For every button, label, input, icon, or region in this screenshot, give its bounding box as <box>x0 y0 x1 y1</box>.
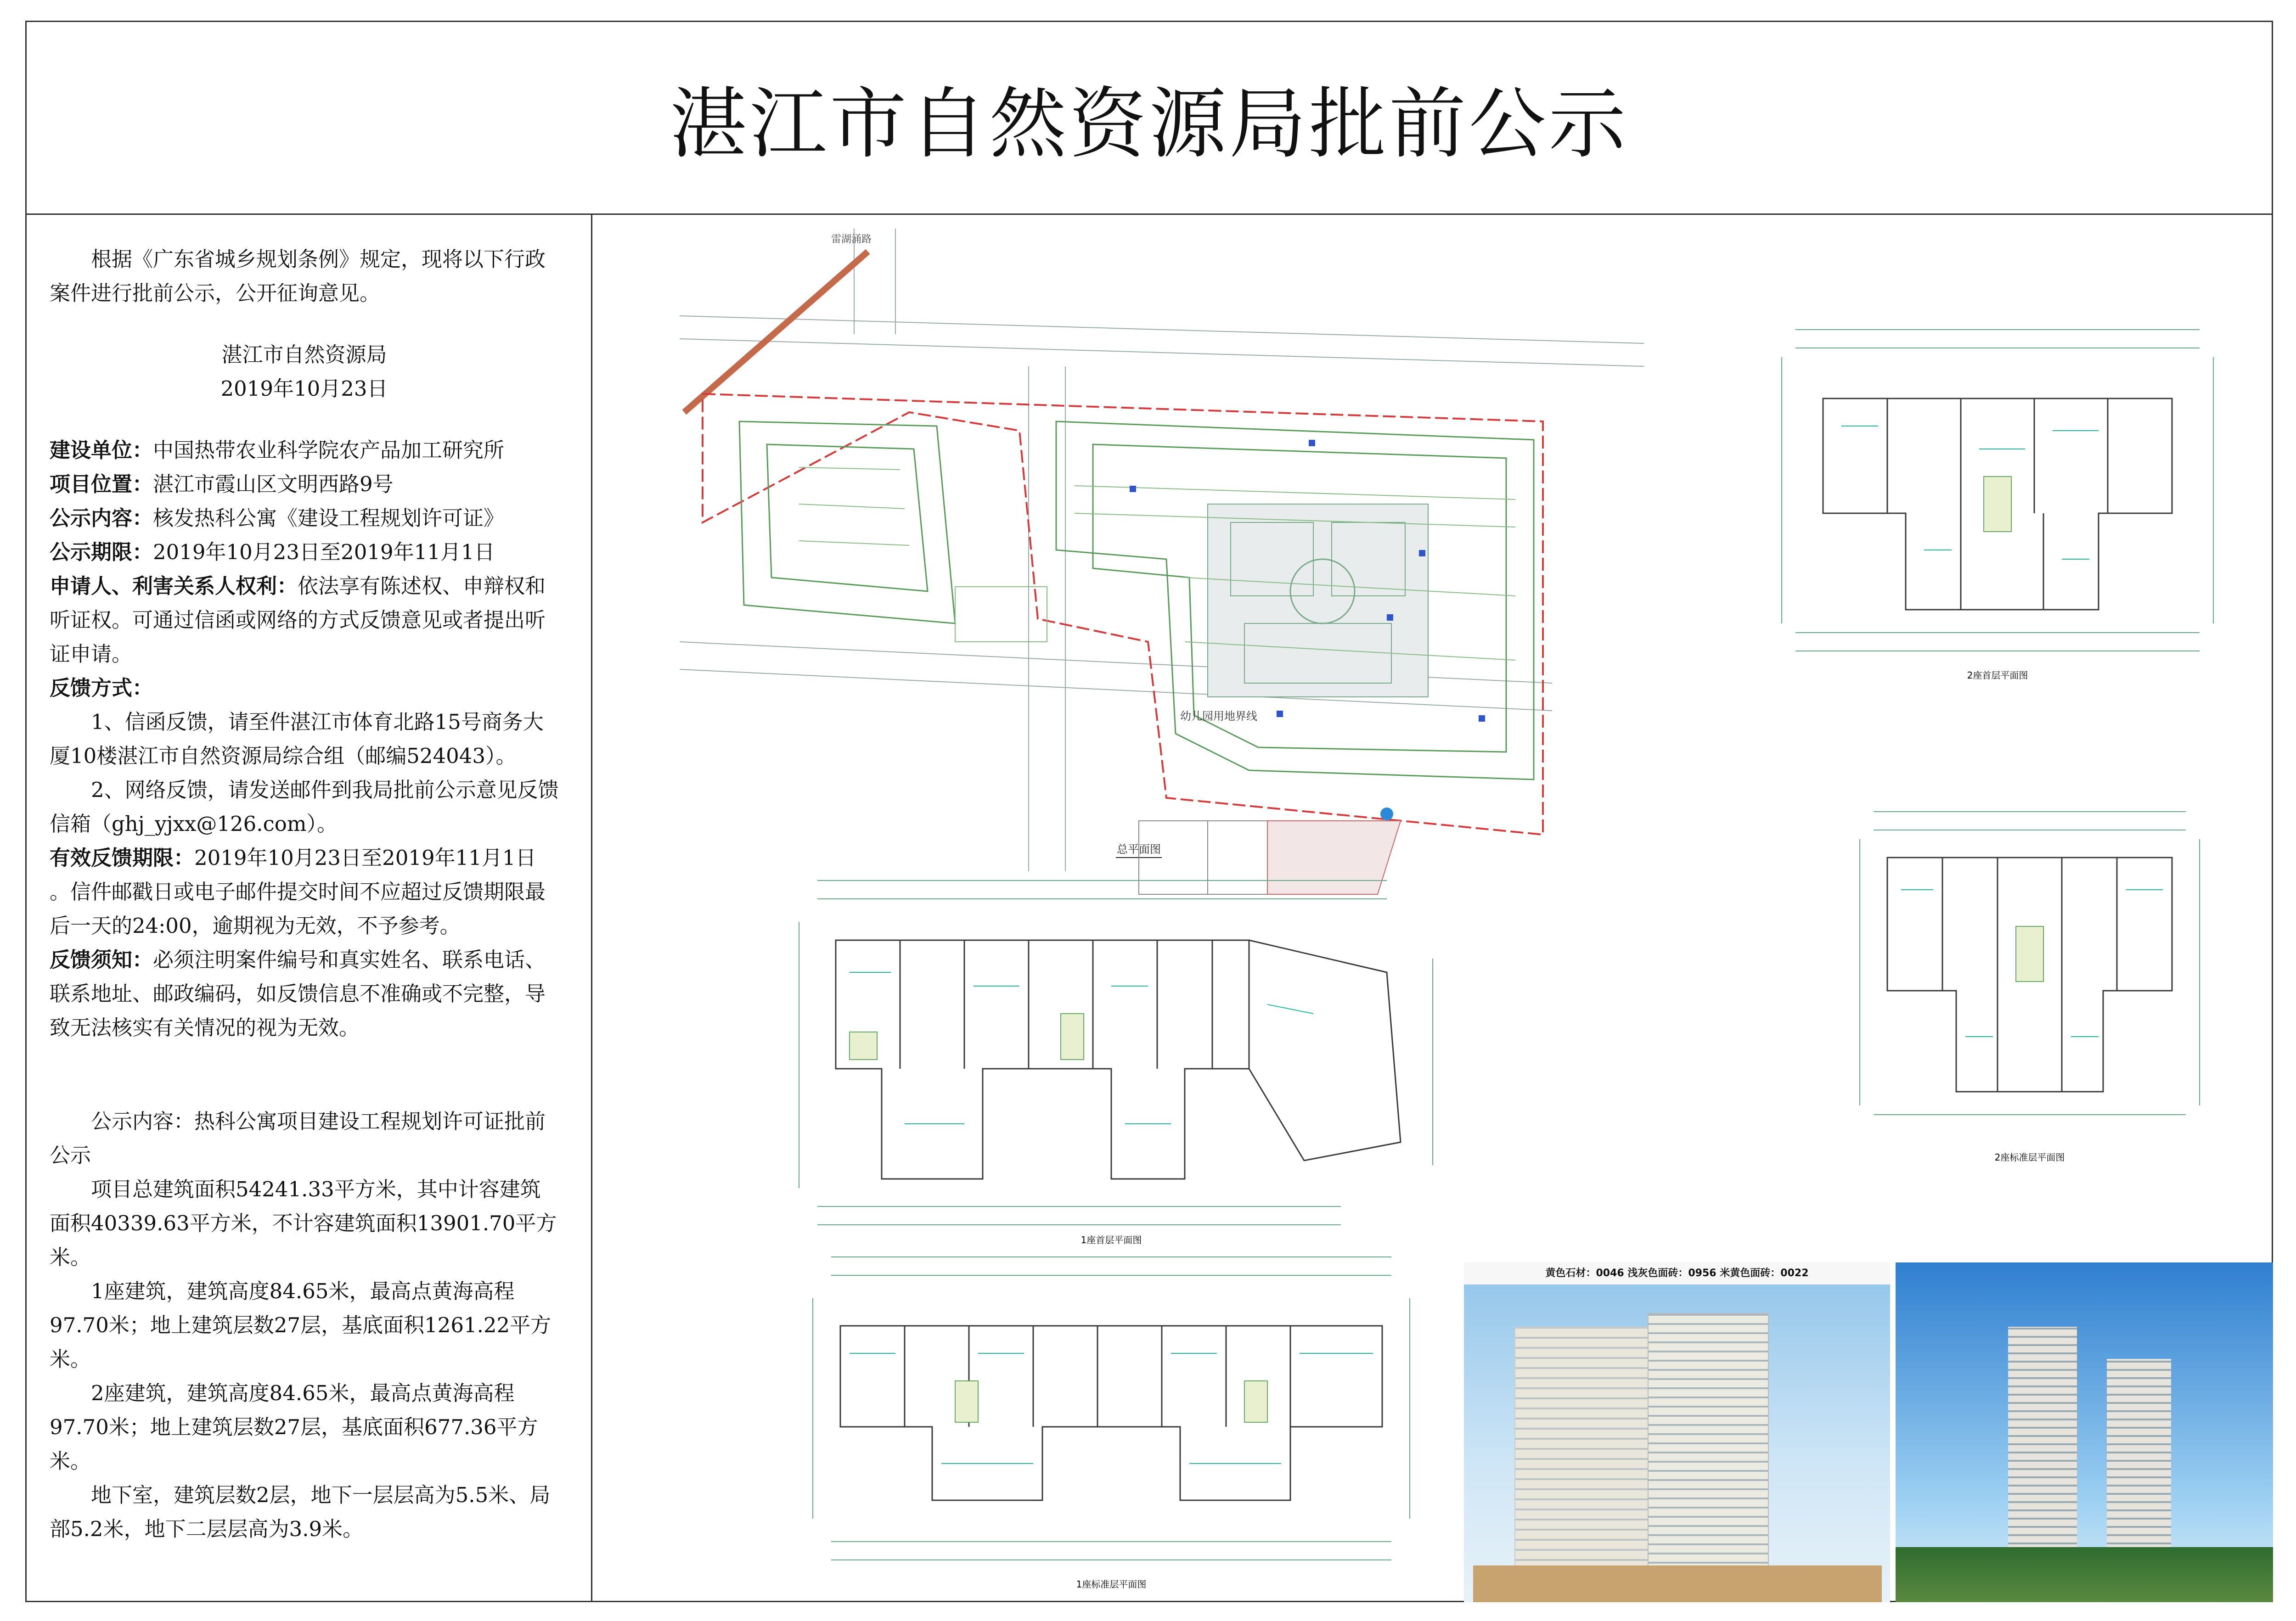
b2-ground-caption: 2座首层平面图 <box>1967 670 2028 681</box>
road-label: 雷湖涌路 <box>831 234 872 245</box>
valid-note: 。信件邮戳日或电子邮件提交时间不应超过反馈期限最后一天的24:00，逾期视为无效，不予参考。 <box>50 880 546 938</box>
field-notice-content: 公示内容：核发热科公寓《建设工程规划许可证》 <box>50 506 505 530</box>
b1-standard-caption: 1座标准层平面图 <box>1076 1579 1147 1590</box>
field-construction-unit: 建设单位：中国热带农业科学院农产品加工研究所 <box>50 438 505 462</box>
facade-render <box>1464 1262 1890 1602</box>
field-notice-period: 公示期限：2019年10月23日至2019年11月1日 <box>50 540 495 564</box>
field-rights: 申请人、利害关系人权利：依法享有陈述权、申辩权和听证权。可通过信函或网络的方式反馈意见或者提出听证申请。 <box>50 574 546 666</box>
feedback-notice: 反馈须知：必须注明案件编号和真实姓名、联系电话、联系地址、邮政编码，如反馈信息不准确或不完整，导致无法核实有关情况的视为无效。 <box>50 948 546 1040</box>
building2-standard-floor-plan <box>1846 798 2213 1174</box>
perspective-tower-1 <box>2008 1327 2077 1584</box>
drawings-panel <box>592 215 2273 1602</box>
title-row <box>27 22 2272 215</box>
issue-date: 2019年10月23日 <box>220 376 388 401</box>
perspective-render <box>1896 1262 2273 1602</box>
summary-building-2: 2座建筑，建筑高度84.65米，最高点黄海高程97.70米；地上建筑层数27层，基底面积677.36平方米。 <box>50 1381 538 1473</box>
material-legend: 黄色石材：0046 浅灰色面砖：0956 米黄色面砖：0022 <box>1464 1262 1890 1284</box>
summary-basement: 地下室，建筑层数2层，地下一层层高为5.5米、局部5.2米，地下二层层高为3.9米。 <box>50 1483 551 1541</box>
trees <box>1896 1547 2273 1602</box>
summary-title: 公示内容：热科公寓项目建设工程规划许可证批前公示 <box>50 1109 546 1167</box>
issuer: 湛江市自然资源局 <box>221 342 387 367</box>
b2-standard-caption: 2座标准层平面图 <box>1994 1152 2065 1163</box>
feedback-label: 反馈方式： <box>50 676 153 700</box>
intro-text: 根据《广东省城乡规划条例》规定，现将以下行政案件进行批前公示，公开征询意见。 <box>50 247 546 305</box>
podium <box>1473 1565 1882 1602</box>
feedback-email: 2、网络反馈，请发送邮件到我局批前公示意见反馈信箱（ghj_yjxx@126.com）。 <box>50 778 559 836</box>
field-project-location: 项目位置：湛江市霞山区文明西路9号 <box>50 472 394 496</box>
kindergarten-label: 幼儿园用地界线 <box>1180 710 1257 723</box>
summary-area: 项目总建筑面积54241.33平方米，其中计容建筑面积40339.63平方米，不计容建筑面积13901.70平方米。 <box>50 1177 557 1269</box>
feedback-mail: 1、信函反馈，请至件湛江市体育北路15号商务大厦10楼湛江市自然资源局综合组（邮编524043）。 <box>50 710 544 768</box>
b1-ground-caption: 1座首层平面图 <box>1080 1234 1142 1245</box>
notice-text-panel <box>27 215 592 1602</box>
tower-left <box>1514 1327 1668 1590</box>
tower-right <box>1648 1313 1769 1590</box>
summary-building-1: 1座建筑，建筑高度84.65米，最高点黄海高程97.70米；地上建筑层数27层，基底面积1261.22平方米。 <box>50 1279 551 1371</box>
valid-period: 有效反馈期限：2019年10月23日至2019年11月1日 <box>50 846 536 870</box>
building1-ground-floor-plan <box>790 867 1446 1257</box>
page-title: 湛江市自然资源局批前公示 <box>670 79 1629 169</box>
site-plan-drawing <box>680 229 1644 945</box>
building1-standard-floor-plan <box>804 1243 1419 1597</box>
site-plan-caption: 总平面图 <box>1117 843 1161 856</box>
building2-ground-floor-plan <box>1768 311 2227 692</box>
notice-frame <box>25 21 2273 1602</box>
